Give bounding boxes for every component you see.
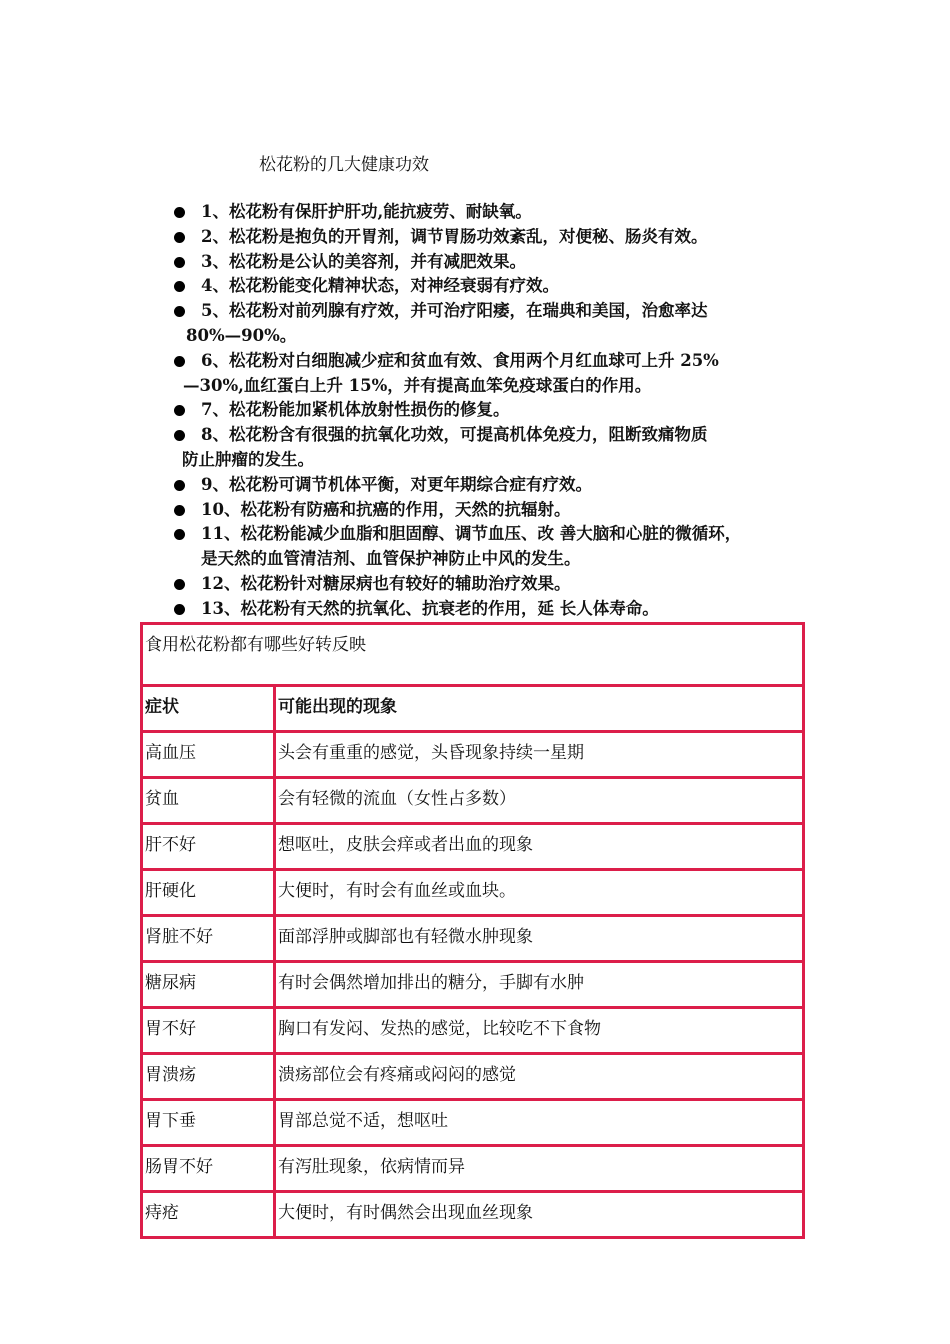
benefit-item: 11、松花粉能减少血脂和胆固醇、调节血压、改 善大脑和心脏的微循环， 是天然的血管清洁剂、血管保护神防止中风的发生。 — [170, 522, 830, 572]
benefit-item: 6、松花粉对白细胞减少症和贫血有效、食用两个月红血球可上升 25% —30%,血红蛋白上升 15%，并有提高血笨免疫球蛋白的作用。 — [170, 349, 830, 399]
benefit-item: 9、松花粉可调节机体平衡，对更年期综合症有疗效。 — [170, 473, 830, 498]
phenomenon-cell: 大便时，有时会有血丝或血块。 — [275, 870, 804, 916]
bullet-icon — [174, 505, 185, 516]
reaction-table — [140, 622, 805, 1239]
phenomenon-cell: 会有轻微的流血（女性占多数） — [275, 778, 804, 824]
bullet-icon — [174, 604, 185, 615]
phenomenon-cell: 有时会偶然增加排出的糖分，手脚有水肿 — [275, 962, 804, 1008]
benefit-item: 3、松花粉是公认的美容剂，并有减肥效果。 — [170, 250, 830, 275]
table-row — [142, 1008, 804, 1054]
symptom-cell: 高血压 — [142, 732, 275, 778]
bullet-icon — [174, 579, 185, 590]
table-row — [142, 916, 804, 962]
symptom-cell: 胃溃疡 — [142, 1054, 275, 1100]
table-row — [142, 1054, 804, 1100]
phenomenon-cell: 大便时，有时偶然会出现血丝现象 — [275, 1192, 804, 1238]
table-row — [142, 1192, 804, 1238]
bullet-icon — [174, 356, 185, 367]
phenomenon-cell: 有泻肚现象，依病情而异 — [275, 1146, 804, 1192]
symptom-cell: 肝硬化 — [142, 870, 275, 916]
benefit-item: 4、松花粉能变化精神状态，对神经衰弱有疗效。 — [170, 274, 830, 299]
table-caption-row — [142, 624, 804, 686]
bullet-icon — [174, 281, 185, 292]
benefit-item: 7、松花粉能加紧机体放射性损伤的修复。 — [170, 398, 830, 423]
bullet-icon — [174, 257, 185, 268]
bullet-icon — [174, 480, 185, 491]
phenomenon-cell: 想呕吐，皮肤会痒或者出血的现象 — [275, 824, 804, 870]
reaction-table-wrapper — [140, 622, 805, 1239]
phenomenon-cell: 溃疡部位会有疼痛或闷闷的感觉 — [275, 1054, 804, 1100]
symptom-cell: 胃不好 — [142, 1008, 275, 1054]
header-phenomenon: 可能出现的现象 — [275, 686, 804, 732]
table-row — [142, 962, 804, 1008]
phenomenon-cell: 面部浮肿或脚部也有轻微水肿现象 — [275, 916, 804, 962]
symptom-cell: 肾脏不好 — [142, 916, 275, 962]
table-row — [142, 1100, 804, 1146]
benefit-item: 5、松花粉对前列腺有疗效，并可治疗阳痿，在瑞典和美国，治愈率达 80%—90%。 — [170, 299, 830, 349]
benefit-item: 10、松花粉有防癌和抗癌的作用，天然的抗辐射。 — [170, 498, 830, 523]
benefit-item: 8、松花粉含有很强的抗氧化功效，可提高机体免疫力，阻断致痛物质 防止肿瘤的发生。 — [170, 423, 830, 473]
benefit-item: 13、松花粉有天然的抗氧化、抗衰老的作用，延 长人体寿命。 — [170, 597, 830, 622]
symptom-cell: 糖尿病 — [142, 962, 275, 1008]
symptom-cell: 肠胃不好 — [142, 1146, 275, 1192]
symptom-cell: 痔疮 — [142, 1192, 275, 1238]
document-title: 松花粉的几大健康功效 — [259, 155, 429, 175]
bullet-icon — [174, 232, 185, 243]
table-caption: 食用松花粉都有哪些好转反映 — [142, 624, 804, 686]
symptom-cell: 胃下垂 — [142, 1100, 275, 1146]
table-row — [142, 870, 804, 916]
table-row — [142, 824, 804, 870]
table-row — [142, 1146, 804, 1192]
table-row — [142, 732, 804, 778]
phenomenon-cell: 头会有重重的感觉，头昏现象持续一星期 — [275, 732, 804, 778]
table-row — [142, 778, 804, 824]
phenomenon-cell: 胸口有发闷、发热的感觉，比较吃不下食物 — [275, 1008, 804, 1054]
symptom-cell: 肝不好 — [142, 824, 275, 870]
benefit-item: 1、松花粉有保肝护肝功,能抗疲劳、耐缺氧。 — [170, 200, 830, 225]
benefit-list — [170, 200, 830, 622]
table-header-row — [142, 686, 804, 732]
phenomenon-cell: 胃部总觉不适，想呕吐 — [275, 1100, 804, 1146]
bullet-icon — [174, 207, 185, 218]
benefit-item: 12、松花粉针对糖尿病也有较好的辅助治疗效果。 — [170, 572, 830, 597]
header-symptom: 症状 — [142, 686, 275, 732]
benefit-item: 2、松花粉是抱负的开胃剂，调节胃肠功效紊乱，对便秘、肠炎有效。 — [170, 225, 830, 250]
bullet-icon — [174, 405, 185, 416]
symptom-cell: 贫血 — [142, 778, 275, 824]
